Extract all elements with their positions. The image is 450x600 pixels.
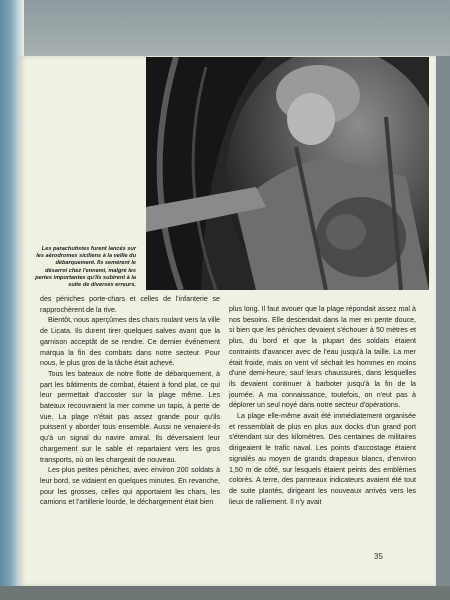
text-column-left <box>40 294 220 508</box>
paragraph: plus long. Il faut avouer que la plage répondait assez mal à nos besoins. Elle descendait dans la mer en pente douce, si bien que les péniches devaient s'échouer à 50 mètres et plus, du bord et que la plupart des soldats étaient contraints d'avancer avec de l'eau jusqu'à la taille. La mer était froide, mais on vent vif séchait les hommes en moins d'une demi-heure, sauf leurs chaussures, dans lesquelles ils devaient continuer à barboter jusqu'à la fin de la journée. A ma connaissance, toutefois, on n'eut pas à déplorer un seul noyé dans notre secteur d'opérations. <box>229 305 416 410</box>
paragraph: Bientôt, nous aperçûmes des chars roulant vers la ville de Licata. Ils durent tirer quelques salves avant que la garnison acceptât de se rendre. Ce dernier événement marqua la fin des combats dans notre secteur. Pour nous, le plus gros de la tâche était achevé. <box>40 316 220 368</box>
page-number: 35 <box>374 552 383 561</box>
paragraph: Tous les bateaux de notre flotte de débarquement, à part les bâtiments de combat, étaient à fond plat, ce qui leur permettait d'accoster sur la plage même. Les bateaux recouvraient la mer comme un tapis, à perte de vue. La plage n'était pas assez grande pour qu'ils puissent y aborder tous ensemble. Aussi ne venaient-ils qu'à un signal du navire amiral. Ils déversaient leur chargement sur le sable et repartaient vers les gros transports, où on les chargeait de nouveau. <box>40 369 220 464</box>
paratrooper-photo <box>146 57 429 290</box>
photo-caption: Les parachutistes furent lancés sur les aérodromes siciliens à la veille du débarquement. Ils semèrent le désarroi chez l'ennemi, malgré les pertes importantes qu'ils subirent à la suite de diverses erreurs. <box>35 246 136 289</box>
paragraph: Les plus petites péniches, avec environ 200 soldats à leur bord, se vidaient en quelques minutes. En revanche, pour les grosses, celles qui apportaient les chars, les camions et l'artillerie lourde, le déchargement était bien <box>40 466 220 507</box>
background-top <box>0 0 450 56</box>
paragraph: La plage elle-même avait été immédiatement organisée et ressemblait de plus en plus aux docks d'un grand port s'étendant sur des kilomètres. Des centaines de militaires dirigeaient le trafic naval. Les points d'accostage étaient signalés au moyen de grands drapeaux blancs, d'environ 1,50 m de côté, sur lesquels étaient peints des emblèmes colorés. A terre, des panneaux indicateurs avaient été tout de suite plantés, dirigeant les nouveaux arrivés vers les lieux de ralliement. Il n'y avait <box>229 412 416 506</box>
paragraph: des péniches porte-chars et celles de l'infanterie se rapprochèrent de la rive. <box>40 295 220 314</box>
text-column-right <box>229 304 416 507</box>
background-bottom <box>0 586 450 600</box>
paratrooper-illustration <box>146 57 429 290</box>
